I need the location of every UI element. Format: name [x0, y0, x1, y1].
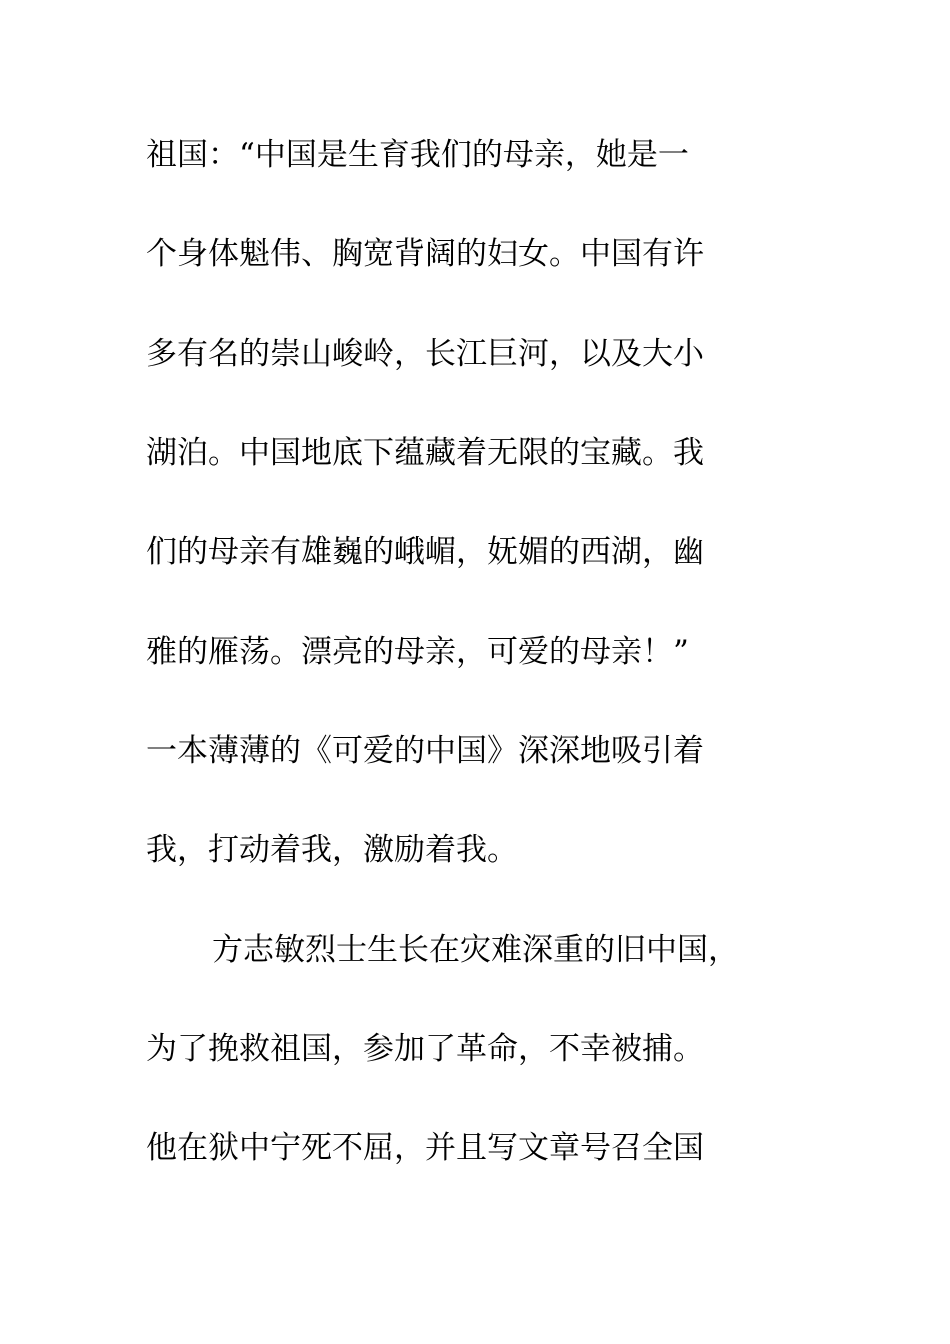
text-line: 我，打动着我，激励着我。	[146, 832, 518, 868]
text-line: 祖国：“中国是生育我们的母亲，她是一	[146, 137, 689, 173]
text-line: 雅的雁荡。漂亮的母亲，可爱的母亲！”	[146, 634, 689, 670]
text-line: 个身体魁伟、胸宽背阔的妇女。中国有许	[146, 236, 704, 272]
text-line: 他在狱中宁死不屈，并且写文章号召全国	[146, 1130, 704, 1166]
text-line: 湖泊。中国地底下蕴藏着无限的宝藏。我	[146, 435, 704, 471]
paragraph-start-line: 方志敏烈士生长在灾难深重的旧中国，	[212, 932, 739, 968]
text-line: 们的母亲有雄巍的峨嵋，妩媚的西湖，幽	[146, 534, 704, 570]
text-line: 多有名的崇山峻岭，长江巨河，以及大小	[146, 336, 704, 372]
text-line: 为了挽救祖国，参加了革命，不幸被捕。	[146, 1031, 704, 1067]
text-line: 一本薄薄的《可爱的中国》深深地吸引着	[146, 733, 704, 769]
